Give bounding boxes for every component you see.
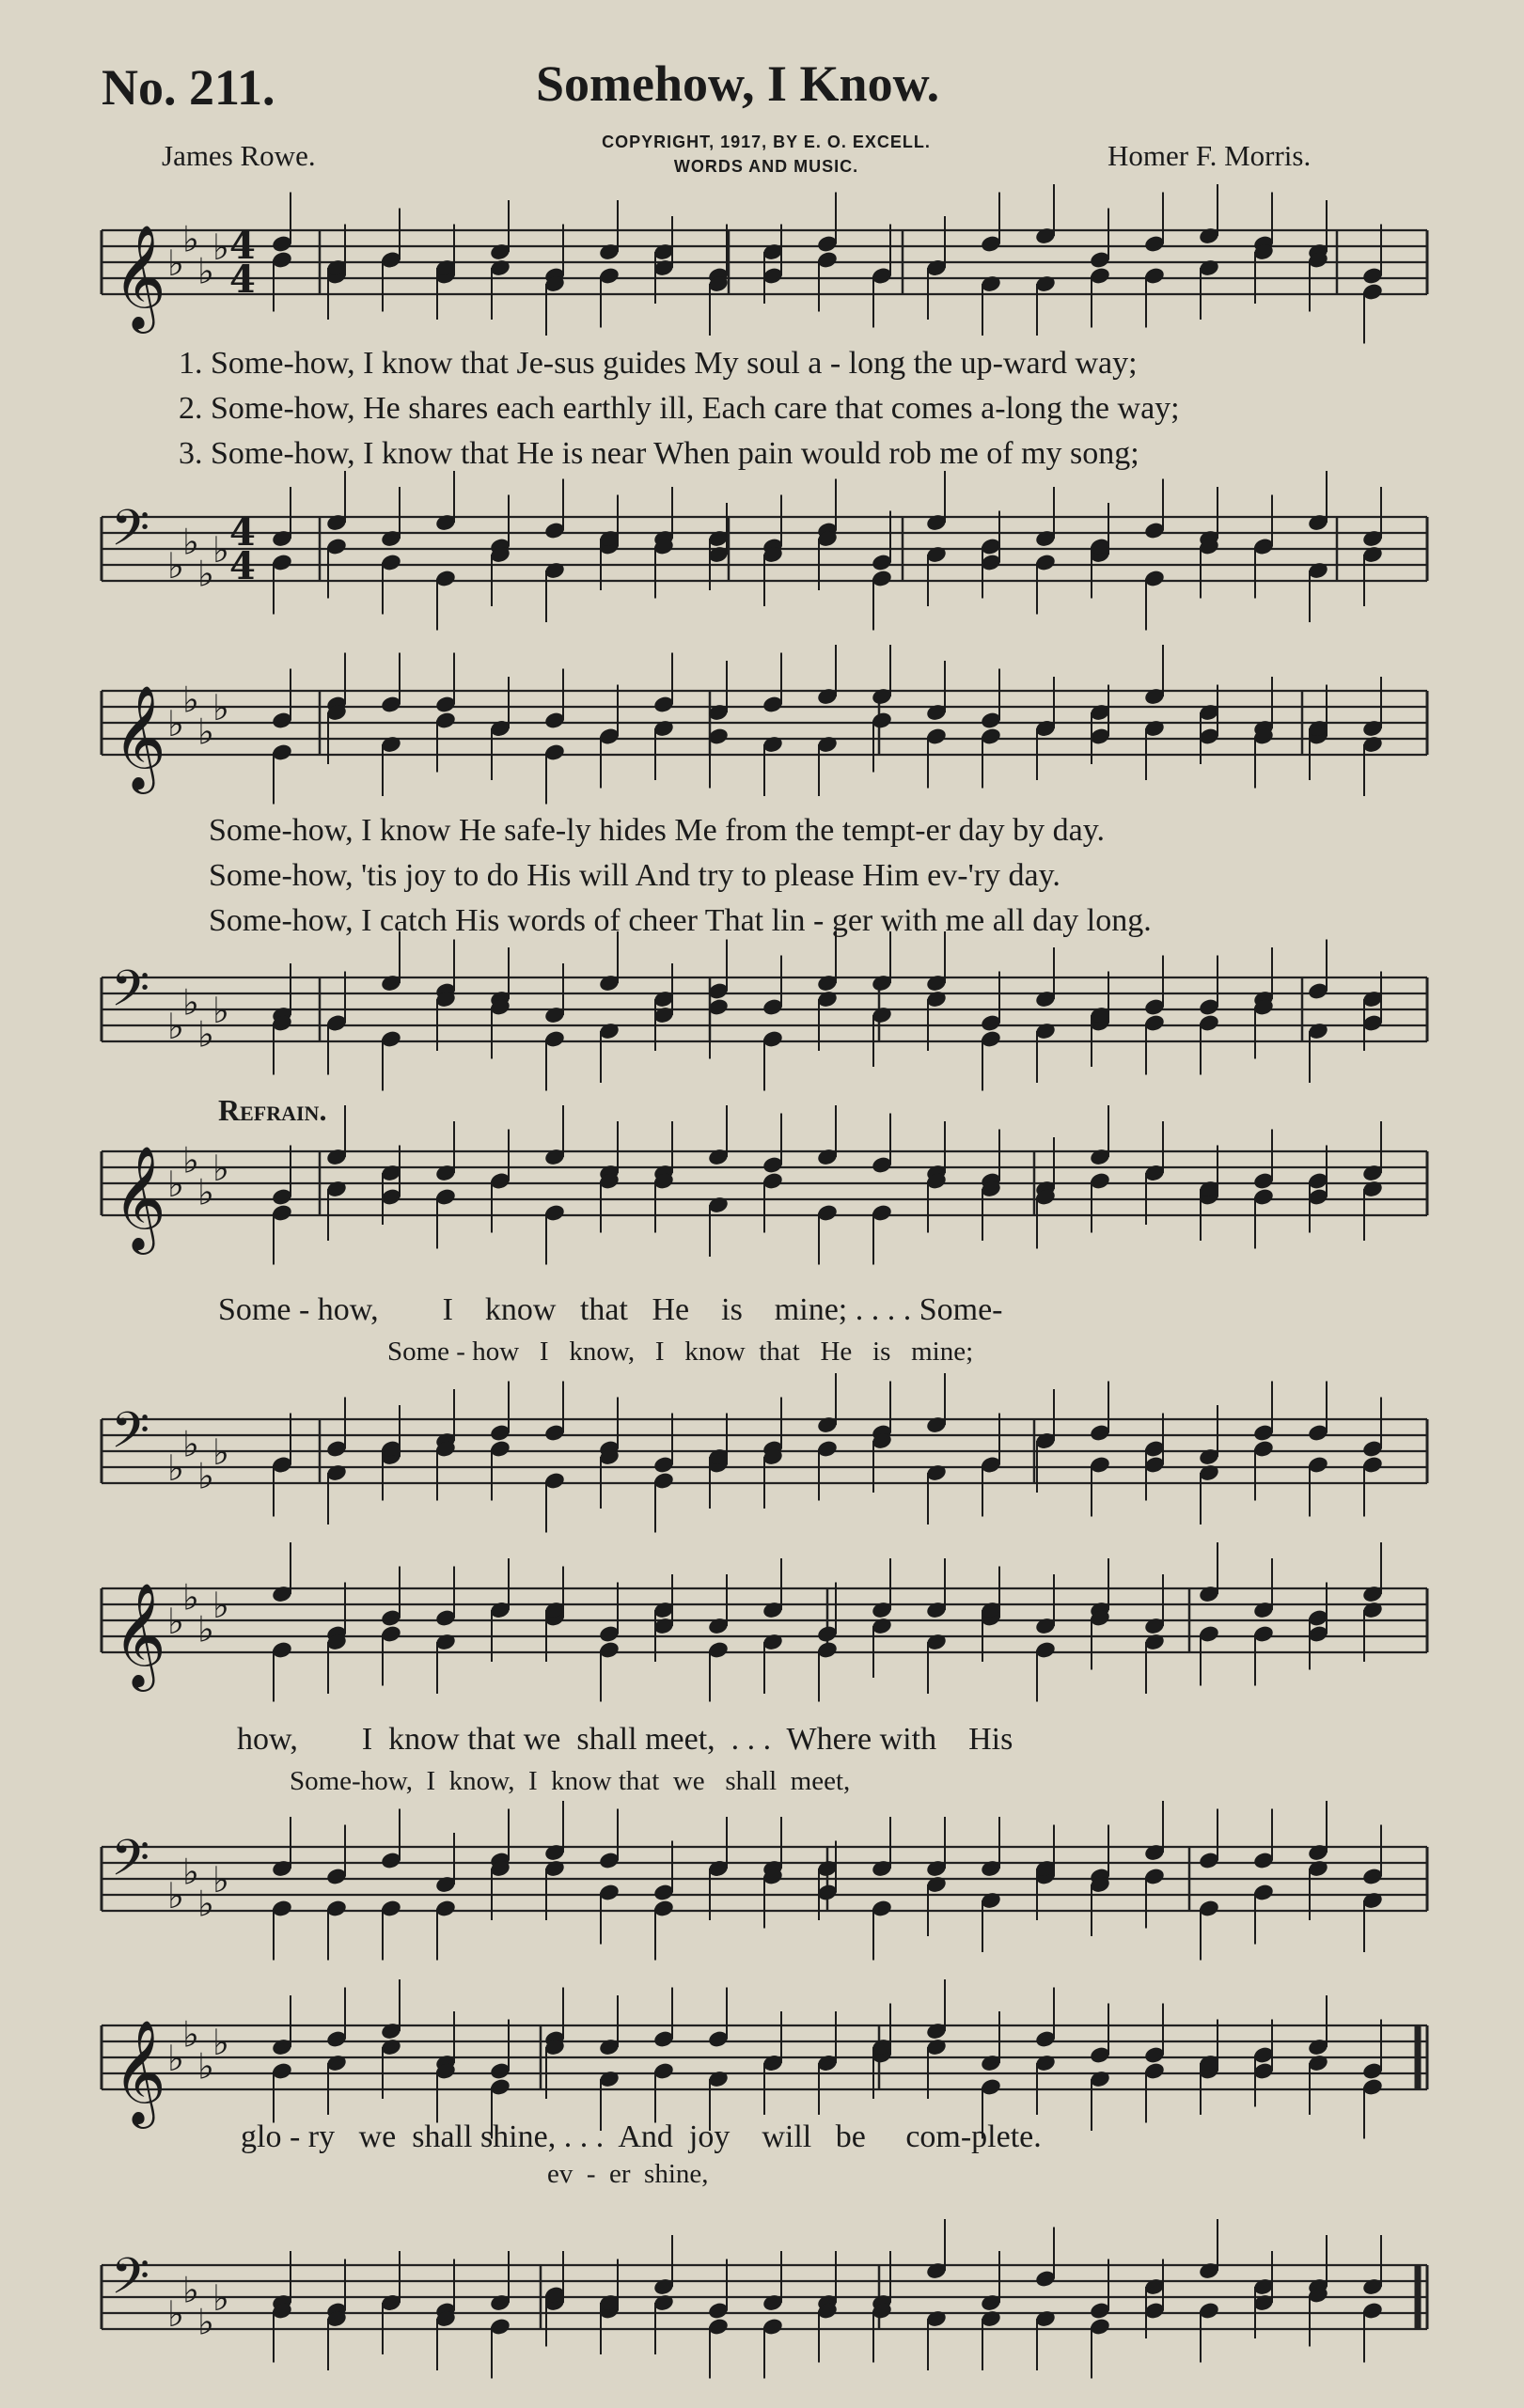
svg-text:♭: ♭ — [197, 553, 214, 595]
svg-text:4: 4 — [229, 258, 256, 302]
verse-1-line-2: Some-how, I know He safe-ly hides Me from the tempt-er day by day. — [209, 813, 1105, 848]
refrain-line-3-lower: ev - er shine, — [547, 2159, 709, 2189]
refrain-line-2-upper: how, I know that we shall meet, . . . Where with His — [237, 1722, 1013, 1757]
system-1-treble-staff — [0, 202, 1524, 329]
svg-text:♭: ♭ — [182, 2013, 199, 2056]
svg-text:♭: ♭ — [212, 1859, 229, 1900]
svg-text:4: 4 — [229, 224, 256, 268]
verse-2-line-2: Some-how, 'tis joy to do His will And try to please Him ev-'ry day. — [209, 858, 1061, 893]
svg-text:♭: ♭ — [167, 1601, 184, 1642]
verse-3-line-2: Some-how, I catch His words of cheer That lin - ger with me all day long. — [209, 903, 1152, 938]
svg-text:♭: ♭ — [197, 2301, 214, 2343]
svg-text:♭: ♭ — [167, 242, 184, 284]
system-3-bass-staff — [0, 1391, 1524, 1513]
svg-text:𝄢: 𝄢 — [111, 1402, 150, 1472]
svg-text:♭: ♭ — [182, 218, 199, 260]
svg-text:♭: ♭ — [167, 1875, 184, 1916]
svg-text:𝄞: 𝄞 — [113, 2019, 166, 2124]
svg-text:𝄞: 𝄞 — [113, 684, 166, 790]
svg-text:♭: ♭ — [167, 1164, 184, 1205]
svg-text:♭: ♭ — [212, 687, 229, 728]
hymn-number: No. 211. — [102, 59, 275, 116]
svg-text:♭: ♭ — [167, 1447, 184, 1489]
author: James Rowe. — [162, 139, 316, 172]
svg-text:♭: ♭ — [212, 1585, 229, 1626]
svg-text:4: 4 — [229, 510, 256, 555]
verse-3-line-1: 3. Some-how, I know that He is near When pain would rob me of my song; — [179, 436, 1139, 471]
refrain-label: Refrain. — [218, 1093, 327, 1127]
refrain-line-1-upper: Some - how, I know that He is mine; . . . . Some- — [218, 1292, 1003, 1327]
svg-text:𝄢: 𝄢 — [111, 500, 150, 570]
svg-text:♭: ♭ — [182, 981, 199, 1024]
hymn-title: Somehow, I Know. — [536, 55, 940, 112]
svg-text:♭: ♭ — [182, 1139, 199, 1181]
copyright — [555, 130, 978, 179]
svg-text:♭: ♭ — [182, 1576, 199, 1618]
verse-2-line-1: 2. Some-how, He shares each earthly ill, Each care that comes a-long the way; — [179, 391, 1180, 426]
svg-text:♭: ♭ — [212, 227, 229, 268]
svg-text:♭: ♭ — [197, 1455, 214, 1497]
refrain-line-1-lower: Some - how I know, I know that He is mine; — [387, 1337, 974, 1367]
svg-text:♭: ♭ — [197, 711, 214, 753]
svg-text:♭: ♭ — [182, 521, 199, 563]
verse-1-line-1: 1. Some-how, I know that Je-sus guides My soul a - long the up-ward way; — [179, 346, 1138, 381]
refrain-line-3-upper: glo - ry we shall shine, . . . And joy will be com-plete. — [241, 2119, 1042, 2154]
svg-text:♭: ♭ — [167, 2038, 184, 2079]
svg-text:𝄞: 𝄞 — [113, 1582, 166, 1687]
svg-text:♭: ♭ — [167, 703, 184, 744]
svg-text:♭: ♭ — [167, 545, 184, 586]
system-5-treble-staff — [0, 1997, 1524, 2124]
svg-text:♭: ♭ — [182, 2269, 199, 2311]
svg-text:♭: ♭ — [197, 1171, 214, 1213]
system-5-bass-staff — [0, 2237, 1524, 2359]
svg-text:♭: ♭ — [197, 1883, 214, 1925]
svg-text:♭: ♭ — [197, 1608, 214, 1650]
svg-text:♭: ♭ — [212, 2022, 229, 2063]
svg-text:♭: ♭ — [182, 679, 199, 721]
svg-text:♭: ♭ — [167, 2293, 184, 2335]
svg-text:♭: ♭ — [197, 2045, 214, 2087]
system-4-treble-staff — [0, 1560, 1524, 1687]
svg-text:𝄞: 𝄞 — [113, 1145, 166, 1250]
svg-text:♭: ♭ — [182, 1423, 199, 1465]
system-2-bass-staff — [0, 949, 1524, 1071]
svg-text:♭: ♭ — [212, 2277, 229, 2319]
composer: Homer F. Morris. — [1108, 139, 1312, 172]
system-2-treble-staff — [0, 663, 1524, 790]
system-4-bass-staff — [0, 1819, 1524, 1941]
svg-text:𝄢: 𝄢 — [111, 961, 150, 1030]
svg-text:𝄢: 𝄢 — [111, 2248, 150, 2318]
svg-text:♭: ♭ — [212, 990, 229, 1031]
svg-text:♭: ♭ — [182, 1851, 199, 1893]
system-1-bass-staff — [0, 489, 1524, 611]
svg-text:♭: ♭ — [167, 1006, 184, 1047]
svg-text:♭: ♭ — [197, 1013, 214, 1055]
svg-text:𝄞: 𝄞 — [113, 224, 166, 329]
svg-text:♭: ♭ — [212, 1148, 229, 1189]
svg-text:4: 4 — [229, 544, 256, 588]
copyright-line-1: COPYRIGHT, 1917, BY E. O. EXCELL. — [602, 133, 931, 151]
svg-text:♭: ♭ — [212, 1431, 229, 1473]
svg-text:♭: ♭ — [197, 250, 214, 292]
system-3-treble-staff — [0, 1123, 1524, 1250]
copyright-line-2: WORDS AND MUSIC. — [673, 157, 859, 176]
refrain-line-2-lower: Some-how, I know, I know that we shall meet, — [290, 1766, 851, 1796]
svg-text:♭: ♭ — [212, 529, 229, 571]
svg-text:𝄢: 𝄢 — [111, 1830, 150, 1900]
